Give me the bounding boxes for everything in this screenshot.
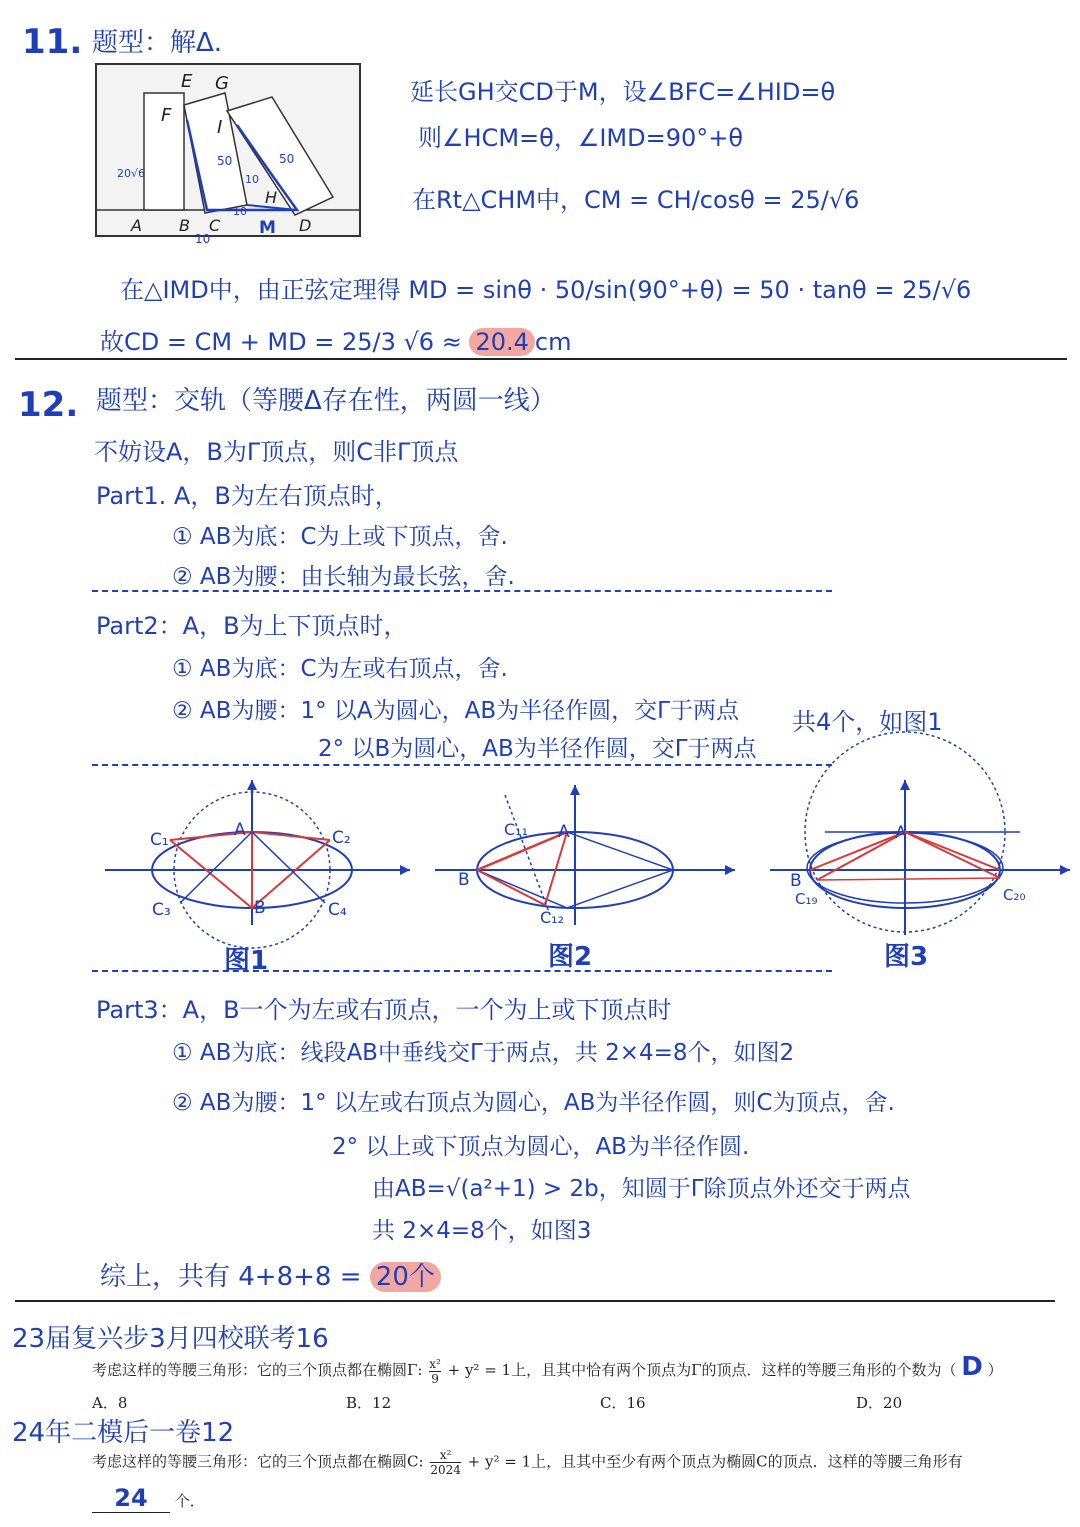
q12-part2-2a: ② AB为腰：1° 以A为圆心，AB为半径作圆，交Γ于两点 [172, 698, 739, 724]
fig3-label-C19: C₁₉ [795, 890, 818, 908]
ref2-answer: 24 [92, 1484, 170, 1513]
q12-part1-title: Part1. A，B为左右顶点时， [96, 482, 399, 510]
q11-line5 [100, 322, 571, 357]
q11-line3: 在Rt△CHM中，CM = CH/cosθ = 25/√6 [412, 186, 860, 214]
fig-label-M: M [259, 218, 276, 238]
fig1-label-C4: C₄ [328, 900, 347, 920]
q11-figure [95, 63, 361, 246]
q11-line1: 延长GH交CD于M，设∠BFC=∠HID=θ [410, 78, 836, 106]
fig3-label-A: A [895, 823, 907, 843]
q12-conclusion [100, 1256, 441, 1293]
fig-label-H: H [265, 188, 278, 207]
divider-q11-q12 [15, 358, 1067, 360]
fig1-label-C1: C₁ [150, 830, 169, 850]
ref2-frac-den: 2024 [430, 1463, 461, 1477]
q12-part3-2b: 2° 以上或下顶点为圆心，AB为半径作圆. [332, 1134, 750, 1160]
q11-line4: 在△IMD中，由正弦定理得 MD = sinθ · 50/sin(90°+θ) = 50 · tanθ = 25/√6 [120, 276, 972, 304]
ref2-answer-line [92, 1484, 205, 1513]
fig2-caption: 图2 [548, 942, 593, 972]
q11-answer: 20.4 [469, 328, 534, 356]
fig-label-A: A [131, 216, 142, 235]
ref2-frac-num: x² [439, 1448, 452, 1462]
divider-q12-refs [15, 1300, 1055, 1302]
ref1-title: 23届复兴步3月四校联考16 [12, 1324, 329, 1354]
ref1-option-a: A．8 [92, 1394, 128, 1412]
q11-unit: cm [534, 328, 572, 356]
fig1-label-C3: C₃ [152, 900, 171, 920]
ref1-stem [92, 1352, 1003, 1386]
ref1-frac-num: x² [429, 1356, 441, 1371]
fig1-caption: 图1 [224, 946, 269, 976]
q12-part3-2c: 由AB=√(a²+1) > 2b，知圆于Γ除顶点外还交于两点 [372, 1176, 911, 1202]
fig-label-D: D [299, 216, 312, 235]
ref1-stem-a: 考虑这样的等腰三角形：它的三个顶点都在椭圆Γ: [92, 1361, 423, 1379]
q12-part1-2: ② AB为腰：由长轴为最长弦，舍. [172, 564, 515, 590]
fig3-label-B: B [790, 871, 802, 891]
ref2-stem-c: 个． [174, 1492, 205, 1510]
fig3-label-C20: C₂₀ [1003, 886, 1026, 904]
ref2-title: 24年二模后一卷12 [12, 1418, 235, 1448]
figure-3 [765, 740, 1075, 940]
fig-label-F: F [161, 105, 172, 126]
q12-number: 12. [18, 385, 79, 425]
fig-label-E: E [181, 71, 193, 92]
q12-part3-2a: ② AB为腰：1° 以左或右顶点为圆心，AB为半径作圆，则C为顶点，舍. [172, 1090, 895, 1116]
fig-label-I: I [217, 117, 223, 138]
q11-line2: 则∠HCM=θ，∠IMD=90°+θ [418, 124, 744, 152]
q12-intro: 不妨设A，B为Γ顶点，则C非Γ顶点 [94, 438, 459, 466]
fig-mark-3: 50 [279, 152, 295, 166]
q12-part3-2d: 共 2×4=8个，如图3 [372, 1218, 592, 1244]
ref1-option-d: D．20 [856, 1394, 903, 1412]
q11-figure-drawing [97, 65, 359, 246]
ref1-stem-b: + y² = 1上，且其中恰有两个顶点为Γ的顶点．这样的等腰三角形的个数为（ [447, 1361, 957, 1379]
fig-label-B: B [179, 216, 190, 235]
fig1-label-B: B [254, 898, 266, 918]
dashed-divider-3 [92, 970, 832, 972]
q12-answer: 20个 [370, 1262, 441, 1292]
fig2-label-C11: C₁₁ [504, 820, 528, 839]
figure-1 [100, 775, 420, 935]
ref1-option-b: B．12 [346, 1394, 392, 1412]
q11-type: 题型：解Δ. [92, 28, 223, 58]
ref1-frac-den: 9 [431, 1371, 439, 1386]
fig-label-G: G [215, 73, 229, 94]
fig2-label-A: A [558, 822, 570, 842]
q12-part3-1: ① AB为底：线段AB中垂线交Γ于两点，共 2×4=8个，如图2 [172, 1040, 795, 1066]
dashed-divider-1 [92, 590, 832, 592]
fig-mark-4: 10 [195, 232, 211, 246]
ref1-answer-mark: D [961, 1352, 983, 1382]
q12-part1-1: ① AB为底：C为上或下顶点，舍. [172, 524, 508, 550]
q12-part2-title: Part2：A，B为上下顶点时， [96, 612, 408, 640]
q12-part2-2b: 2° 以B为圆心，AB为半径作圆，交Γ于两点 [318, 736, 757, 762]
ref2-stem [92, 1448, 963, 1477]
q11-line5-prefix: 故CD = CM + MD = 25/3 √6 ≈ [100, 328, 462, 356]
q12-part3-title: Part3：A，B一个为左或右顶点，一个为上或下顶点时 [96, 996, 672, 1024]
q11-number: 11. [22, 22, 83, 62]
fig-mark-2: 50 [217, 154, 233, 168]
q12-part2-1: ① AB为底：C为左或右顶点，舍. [172, 656, 508, 682]
q12-type: 题型：交轨（等腰Δ存在性，两圆一线） [96, 386, 556, 416]
fig2-label-B: B [458, 870, 470, 890]
fig1-label-A: A [234, 820, 246, 840]
fig-mark-1: 20√6 [117, 167, 146, 180]
ref2-stem-a: 考虑这样的等腰三角形：它的三个顶点都在椭圆C: [92, 1452, 424, 1471]
ref2-stem-b: + y² = 1上，且其中至少有两个顶点为椭圆C的顶点．这样的等腰三角形有 [467, 1452, 963, 1471]
fig1-label-C2: C₂ [332, 828, 351, 848]
q12-conclusion-prefix: 综上，共有 4+8+8 = [100, 1262, 362, 1292]
dashed-divider-2 [92, 764, 832, 766]
figure-2 [430, 775, 750, 935]
fig2-label-C12: C₁₂ [540, 908, 564, 927]
ref1-stem-c: ） [987, 1361, 1003, 1379]
fig-label-C: C [209, 216, 221, 235]
ref1-fraction [429, 1357, 441, 1386]
fig3-caption: 图3 [884, 942, 929, 972]
fig-mark-5: 10 [233, 205, 247, 218]
q12-part2-total: 共4个，如图1 [792, 708, 943, 736]
fig-mark-6: 10 [245, 173, 259, 186]
ref1-option-c: C．16 [600, 1394, 646, 1412]
ref2-fraction [430, 1448, 461, 1477]
